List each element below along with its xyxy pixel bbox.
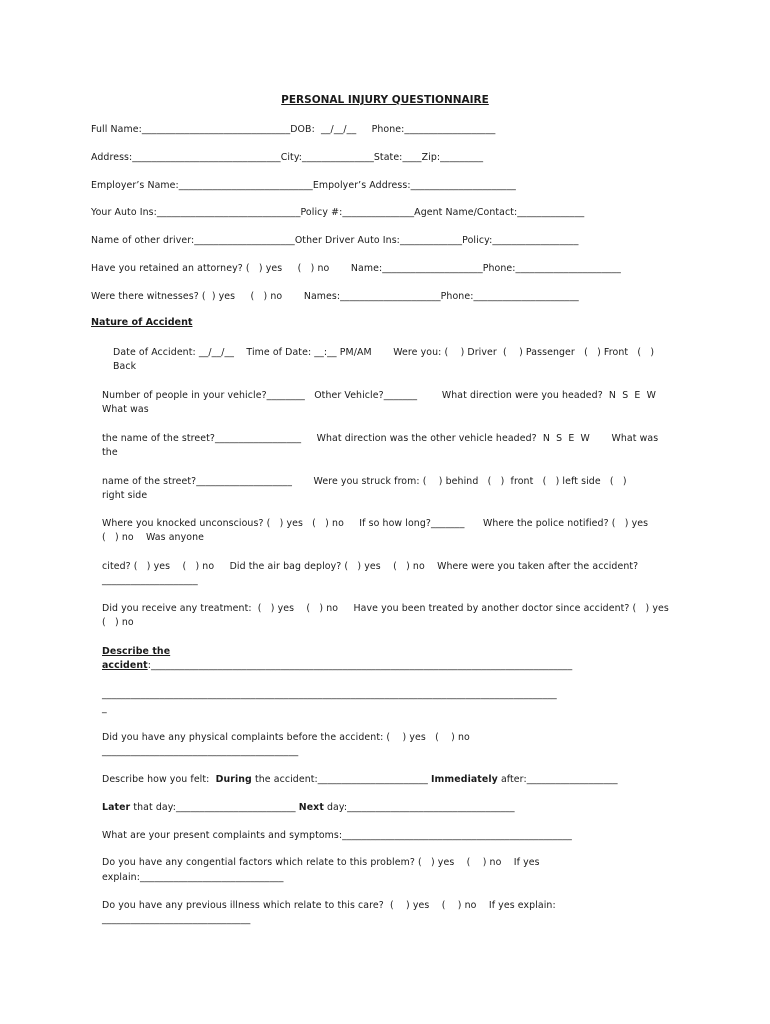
later-mid: that day:_________________________ bbox=[130, 802, 299, 813]
previous-illness-line-cont: _______________________________ bbox=[102, 914, 251, 925]
cited-line: cited? ( ) yes ( ) no Did the air bag deploy? ( ) yes ( ) no Where were you taken after the accident? bbox=[102, 561, 639, 572]
previous-illness-line: Do you have any previous illness which relate to this care? ( ) yes ( ) no If yes explain: bbox=[102, 900, 556, 911]
accident-date-line: Date of Accident: __/__/__ Time of Date: __:__ PM/AM Were you: ( ) Driver ( ) Passenger ( ) Front ( ) bbox=[113, 347, 655, 358]
describe-label-1: Describe the bbox=[102, 646, 171, 657]
describe-blank-2: _______________________________________________________________________________________________ bbox=[102, 689, 557, 700]
how-felt-pre: Describe how you felt: bbox=[102, 774, 216, 785]
describe-blank-1: :________________________________________________________________________________________ bbox=[147, 660, 573, 671]
people-vehicle-line-cont: What was bbox=[102, 404, 149, 415]
present-complaints-line: What are your present complaints and symptoms:________________________________________________ bbox=[102, 830, 572, 841]
describe-accident-label bbox=[102, 645, 170, 659]
prior-complaints-line: Did you have any physical complaints before the accident: ( ) yes ( ) no bbox=[102, 732, 470, 743]
page-title: PERSONAL INJURY QUESTIONNAIRE bbox=[281, 94, 489, 106]
struck-from-line-cont: right side bbox=[102, 490, 148, 501]
how-felt-immediately: Immediately bbox=[430, 774, 498, 785]
witnesses-line: Were there witnesses? ( ) yes ( ) no Names:_____________________Phone:______________________ bbox=[91, 291, 579, 302]
auto-ins-line: Your Auto Ins:______________________________Policy #:_______________Agent Name/Contact:______________ bbox=[91, 207, 585, 218]
describe-label-2: accident bbox=[102, 660, 148, 671]
unconscious-line: Where you knocked unconscious? ( ) yes ( ) no If so how long?_______ Where the police notified? ( ) yes bbox=[102, 518, 649, 529]
describe-blank-2-cont: _ bbox=[102, 703, 107, 714]
full-name-line: Full Name:_______________________________DOB: __/__/__ Phone:___________________ bbox=[91, 124, 496, 135]
congenital-line: Do you have any congential factors which relate to this problem? ( ) yes ( ) no If yes bbox=[102, 857, 540, 868]
other-driver-line: Name of other driver:_____________________Other Driver Auto Ins:_____________Policy:__________________ bbox=[91, 235, 579, 246]
prior-complaints-line-cont: _________________________________________ bbox=[102, 746, 299, 757]
street-name-line: the name of the street?__________________ What direction was the other vehicle headed? N S E W What was bbox=[102, 433, 659, 444]
people-vehicle-line: Number of people in your vehicle?________ Other Vehicle?_______ What direction were you headed? N S E W bbox=[102, 390, 656, 401]
unconscious-line-cont: ( ) no Was anyone bbox=[102, 532, 204, 543]
attorney-line: Have you retained an attorney? ( ) yes ( ) no Name:_____________________Phone:______________________ bbox=[91, 263, 621, 274]
treatment-line: Did you receive any treatment: ( ) yes ( ) no Have you been treated by another doctor since accident? ( ) yes bbox=[102, 603, 669, 614]
street-name-line-cont: the bbox=[102, 447, 118, 458]
how-felt-post: after:___________________ bbox=[497, 774, 618, 785]
next-label: Next bbox=[298, 802, 324, 813]
later-label: Later bbox=[102, 802, 131, 813]
how-felt-line bbox=[102, 773, 618, 787]
employer-line: Employer’s Name:____________________________Empolyer’s Address:______________________ bbox=[91, 180, 516, 191]
how-felt-during: During bbox=[215, 774, 252, 785]
describe-accident-line bbox=[102, 659, 572, 673]
section-nature-of-accident: Nature of Accident bbox=[91, 317, 193, 328]
accident-date-line-cont: Back bbox=[113, 361, 137, 372]
congenital-line-cont: explain:______________________________ bbox=[102, 872, 284, 883]
later-day-line bbox=[102, 801, 515, 815]
next-post: day:___________________________________ bbox=[323, 802, 515, 813]
how-felt-mid: the accident:_______________________ bbox=[251, 774, 431, 785]
struck-from-line: name of the street?____________________ Were you struck from: ( ) behind ( ) front ( ) left side ( ) bbox=[102, 476, 627, 487]
cited-line-cont: ____________________ bbox=[102, 575, 198, 586]
address-line: Address:_______________________________City:_______________State:____Zip:_________ bbox=[91, 152, 484, 163]
treatment-line-cont: ( ) no bbox=[102, 617, 134, 628]
